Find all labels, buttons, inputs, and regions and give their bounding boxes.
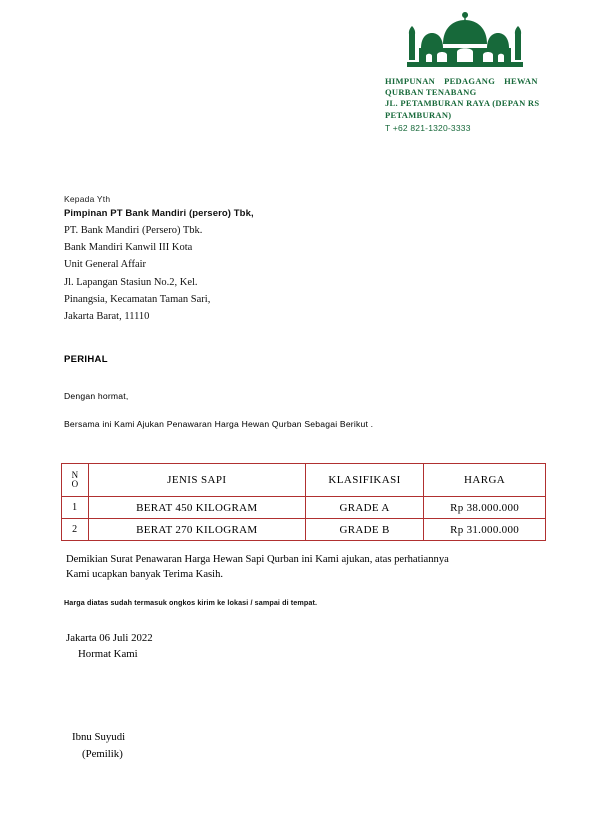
contact-phone: T +62 821-1320-3333 <box>385 122 471 133</box>
subject-label: PERIHAL <box>64 354 108 365</box>
regards-label: Hormat Kami <box>78 648 138 660</box>
address-line: PT. Bank Mandiri (Persero) Tbk. <box>64 224 203 236</box>
closing-line-1: Demikian Surat Penawaran Harga Hewan Sapi Qurban ini Kami ajukan, atas perhatiannya <box>66 554 449 565</box>
column-header-klasifikasi: KLASIFIKASI <box>305 464 423 497</box>
table-body <box>62 497 546 541</box>
mosque-logo-svg <box>385 10 545 72</box>
org-line-4: PETAMBURAN) <box>385 109 452 120</box>
cell-jenis: BERAT 450 KILOGRAM <box>88 497 305 519</box>
to-label: Kepada Yth <box>64 194 111 204</box>
column-header-harga: HARGA <box>424 464 546 497</box>
cell-klasifikasi: GRADE B <box>305 519 423 541</box>
cell-jenis: BERAT 270 KILOGRAM <box>88 519 305 541</box>
letterhead <box>375 10 575 133</box>
column-header-no-line1: N <box>71 469 79 480</box>
recipient-name: Pimpinan PT Bank Mandiri (persero) Tbk, <box>64 208 254 220</box>
intro-paragraph: Bersama ini Kami Ajukan Penawaran Harga Hewan Qurban Sebagai Berikut . <box>64 419 374 429</box>
org-word-2: PEDAGANG <box>444 76 496 86</box>
shipping-note: Harga diatas sudah termasuk ongkos kirim ke lokasi / sampai di tempat. <box>64 598 318 607</box>
org-word-3: HEWAN <box>504 76 538 86</box>
closing-paragraph <box>66 552 536 583</box>
cell-klasifikasi: GRADE A <box>305 497 423 519</box>
organization-name <box>385 76 575 121</box>
cell-harga: Rp 31.000.000 <box>424 519 546 541</box>
address-line: Unit General Affair <box>64 259 147 271</box>
signer-role: (Pemilik) <box>82 748 123 760</box>
org-word-1: HIMPUNAN <box>385 76 436 86</box>
address-line: Jakarta Barat, 11110 <box>64 311 150 323</box>
org-line-2: QURBAN TENABANG <box>385 87 477 98</box>
cell-harga: Rp 38.000.000 <box>424 497 546 519</box>
org-line-3: JL. PETAMBURAN RAYA (DEPAN RS <box>385 98 540 109</box>
column-header-no <box>62 464 89 497</box>
column-header-no-line2: O <box>71 479 79 489</box>
address-line: Pinangsia, Kecamatan Taman Sari, <box>64 293 211 305</box>
column-header-jenis: JENIS SAPI <box>88 464 305 497</box>
salutation: Dengan hormat, <box>64 391 129 401</box>
addressee-block <box>64 192 254 326</box>
signer-name: Ibnu Suyudi <box>72 731 126 743</box>
closing-line-2: Kami ucapkan banyak Terima Kasih. <box>66 569 224 581</box>
date-place: Jakarta 06 Juli 2022 <box>66 632 153 644</box>
cell-no: 1 <box>62 497 89 519</box>
table-row <box>62 497 546 519</box>
cell-no: 2 <box>62 519 89 541</box>
table-header-row <box>62 464 546 497</box>
address-line: Bank Mandiri Kanwil III Kota <box>64 242 193 253</box>
table-row <box>62 519 546 541</box>
price-table <box>61 463 546 541</box>
address-line: Jl. Lapangan Stasiun No.2, Kel. <box>64 276 198 288</box>
mosque-logo <box>385 10 545 72</box>
table-header <box>62 464 546 497</box>
